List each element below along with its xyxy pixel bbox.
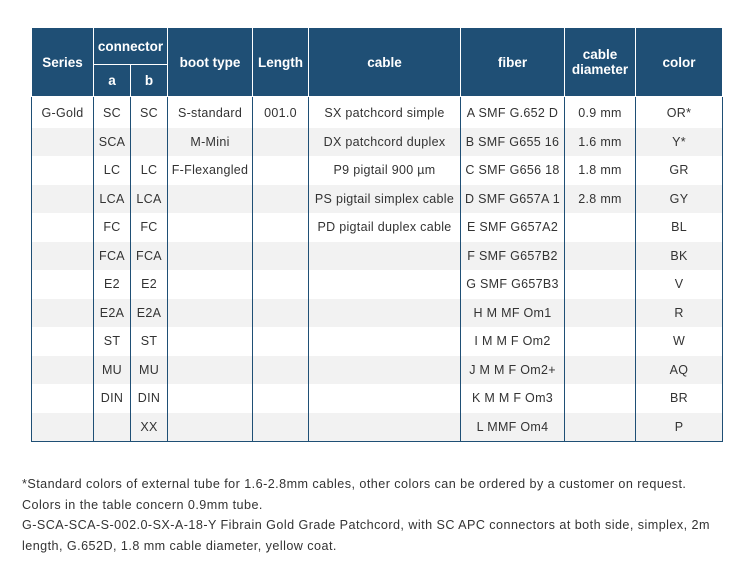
cell-fiber: L MMF Om4 — [461, 413, 565, 442]
header-color: color — [636, 28, 723, 97]
cell-length — [253, 299, 309, 328]
cell-boot-type — [168, 413, 253, 442]
cell-series — [32, 327, 94, 356]
footnote-example: G-SCA-SCA-S-002.0-SX-A-18-Y Fibrain Gold Grade Patchcord, with SC APC connectors at both side, simplex, 2m length, G.652D, 1.8 mm cable diameter, yellow coat. — [22, 518, 710, 553]
cell-fiber: F SMF G657B2 — [461, 242, 565, 271]
cell-series — [32, 356, 94, 385]
cell-cable-diameter — [565, 242, 636, 271]
cell-length — [253, 156, 309, 185]
cell-cable: SX patchcord simple — [309, 97, 461, 128]
cell-cable — [309, 413, 461, 442]
cell-cable-diameter: 1.8 mm — [565, 156, 636, 185]
cell-connector-a: MU — [94, 356, 131, 385]
cell-boot-type: S-standard — [168, 97, 253, 128]
table-row — [32, 270, 723, 299]
cell-fiber: D SMF G657A 1 — [461, 185, 565, 214]
cell-connector-a — [94, 413, 131, 442]
table-row — [32, 97, 723, 128]
cell-color-code: BR — [636, 384, 723, 413]
cell-cable-diameter — [565, 327, 636, 356]
header-connector-b: b — [131, 65, 168, 97]
cell-fiber: H M MF Om1 — [461, 299, 565, 328]
cell-fiber: J M M F Om2+ — [461, 356, 565, 385]
cell-cable: P9 pigtail 900 µm — [309, 156, 461, 185]
cell-series — [32, 213, 94, 242]
cell-cable: PS pigtail simplex cable — [309, 185, 461, 214]
cell-boot-type — [168, 213, 253, 242]
cell-connector-a: ST — [94, 327, 131, 356]
cell-connector-a: SCA — [94, 128, 131, 157]
cell-cable-diameter: 2.8 mm — [565, 185, 636, 214]
cell-color-code: OR* — [636, 97, 723, 128]
cell-color-code: W — [636, 327, 723, 356]
cell-series — [32, 270, 94, 299]
cell-connector-b: ST — [131, 327, 168, 356]
specification-table — [31, 27, 723, 442]
header-boot-type: boot type — [168, 28, 253, 97]
cell-cable — [309, 384, 461, 413]
cell-color-code: GY — [636, 185, 723, 214]
cell-cable — [309, 299, 461, 328]
cell-series — [32, 128, 94, 157]
header-series: Series — [32, 28, 94, 97]
cell-cable: PD pigtail duplex cable — [309, 213, 461, 242]
cell-fiber: C SMF G656 18 — [461, 156, 565, 185]
cell-cable-diameter: 1.6 mm — [565, 128, 636, 157]
table-row — [32, 299, 723, 328]
cell-connector-b: E2A — [131, 299, 168, 328]
cell-fiber: I M M F Om2 — [461, 327, 565, 356]
cell-cable — [309, 242, 461, 271]
cell-length — [253, 384, 309, 413]
cell-length — [253, 327, 309, 356]
cell-length — [253, 413, 309, 442]
cell-connector-b: SC — [131, 97, 168, 128]
table-row — [32, 327, 723, 356]
table-row — [32, 242, 723, 271]
cell-connector-a: E2A — [94, 299, 131, 328]
cell-cable-diameter: 0.9 mm — [565, 97, 636, 128]
cell-color-code: P — [636, 413, 723, 442]
header-connector: connector — [94, 28, 168, 65]
cell-length — [253, 356, 309, 385]
cell-color-code: BL — [636, 213, 723, 242]
cell-color-code: R — [636, 299, 723, 328]
cell-connector-a: FCA — [94, 242, 131, 271]
cell-connector-a: LC — [94, 156, 131, 185]
cell-color-code: Y* — [636, 128, 723, 157]
table-row — [32, 213, 723, 242]
cell-connector-a: E2 — [94, 270, 131, 299]
cell-fiber: A SMF G.652 D — [461, 97, 565, 128]
cell-color-code: BK — [636, 242, 723, 271]
header-length: Length — [253, 28, 309, 97]
header-cable-diameter-line2: diameter — [571, 62, 629, 77]
table-row — [32, 128, 723, 157]
table-row — [32, 356, 723, 385]
footnotes — [22, 474, 722, 556]
cell-series — [32, 413, 94, 442]
cell-fiber: K M M F Om3 — [461, 384, 565, 413]
cell-length — [253, 185, 309, 214]
header-fiber: fiber — [461, 28, 565, 97]
table-row — [32, 156, 723, 185]
cell-boot-type — [168, 242, 253, 271]
cell-length — [253, 128, 309, 157]
cell-connector-b: XX — [131, 413, 168, 442]
cell-fiber: G SMF G657B3 — [461, 270, 565, 299]
cell-series — [32, 156, 94, 185]
cell-boot-type: F-Flexangled — [168, 156, 253, 185]
cell-series — [32, 299, 94, 328]
cell-cable-diameter — [565, 213, 636, 242]
cell-connector-b: LCA — [131, 185, 168, 214]
cell-fiber: E SMF G657A2 — [461, 213, 565, 242]
header-connector-a: a — [94, 65, 131, 97]
cell-series: G-Gold — [32, 97, 94, 128]
cell-connector-b: LC — [131, 156, 168, 185]
cell-cable-diameter — [565, 299, 636, 328]
header-cable: cable — [309, 28, 461, 97]
cell-cable-diameter — [565, 413, 636, 442]
cell-boot-type — [168, 384, 253, 413]
cell-boot-type — [168, 356, 253, 385]
cell-boot-type — [168, 299, 253, 328]
cell-connector-b — [131, 128, 168, 157]
cell-boot-type — [168, 327, 253, 356]
header-cable-diameter — [565, 28, 636, 97]
cell-length — [253, 242, 309, 271]
cell-connector-b: E2 — [131, 270, 168, 299]
cell-connector-a: SC — [94, 97, 131, 128]
cell-series — [32, 185, 94, 214]
cell-boot-type — [168, 270, 253, 299]
cell-cable-diameter — [565, 384, 636, 413]
cell-boot-type — [168, 185, 253, 214]
cell-cable — [309, 270, 461, 299]
table-row — [32, 384, 723, 413]
footnote-colors: *Standard colors of external tube for 1.6-2.8mm cables, other colors can be ordered by a customer on request. Colors in the table concern 0.9mm tube. — [22, 477, 687, 512]
cell-connector-a: DIN — [94, 384, 131, 413]
cell-series — [32, 242, 94, 271]
cell-connector-b: FC — [131, 213, 168, 242]
cell-connector-a: LCA — [94, 185, 131, 214]
cell-connector-b: DIN — [131, 384, 168, 413]
cell-length — [253, 213, 309, 242]
cell-length: 001.0 — [253, 97, 309, 128]
table-row — [32, 413, 723, 442]
cell-connector-b: FCA — [131, 242, 168, 271]
cell-cable: DX patchcord duplex — [309, 128, 461, 157]
cell-connector-a: FC — [94, 213, 131, 242]
cell-cable-diameter — [565, 356, 636, 385]
cell-cable — [309, 327, 461, 356]
cell-cable-diameter — [565, 270, 636, 299]
cell-color-code: AQ — [636, 356, 723, 385]
cell-fiber: B SMF G655 16 — [461, 128, 565, 157]
cell-color-code: GR — [636, 156, 723, 185]
table-row — [32, 185, 723, 214]
cell-length — [253, 270, 309, 299]
cell-boot-type: M-Mini — [168, 128, 253, 157]
header-cable-diameter-line1: cable — [582, 47, 618, 62]
cell-color-code: V — [636, 270, 723, 299]
cell-cable — [309, 356, 461, 385]
cell-connector-b: MU — [131, 356, 168, 385]
cell-series — [32, 384, 94, 413]
